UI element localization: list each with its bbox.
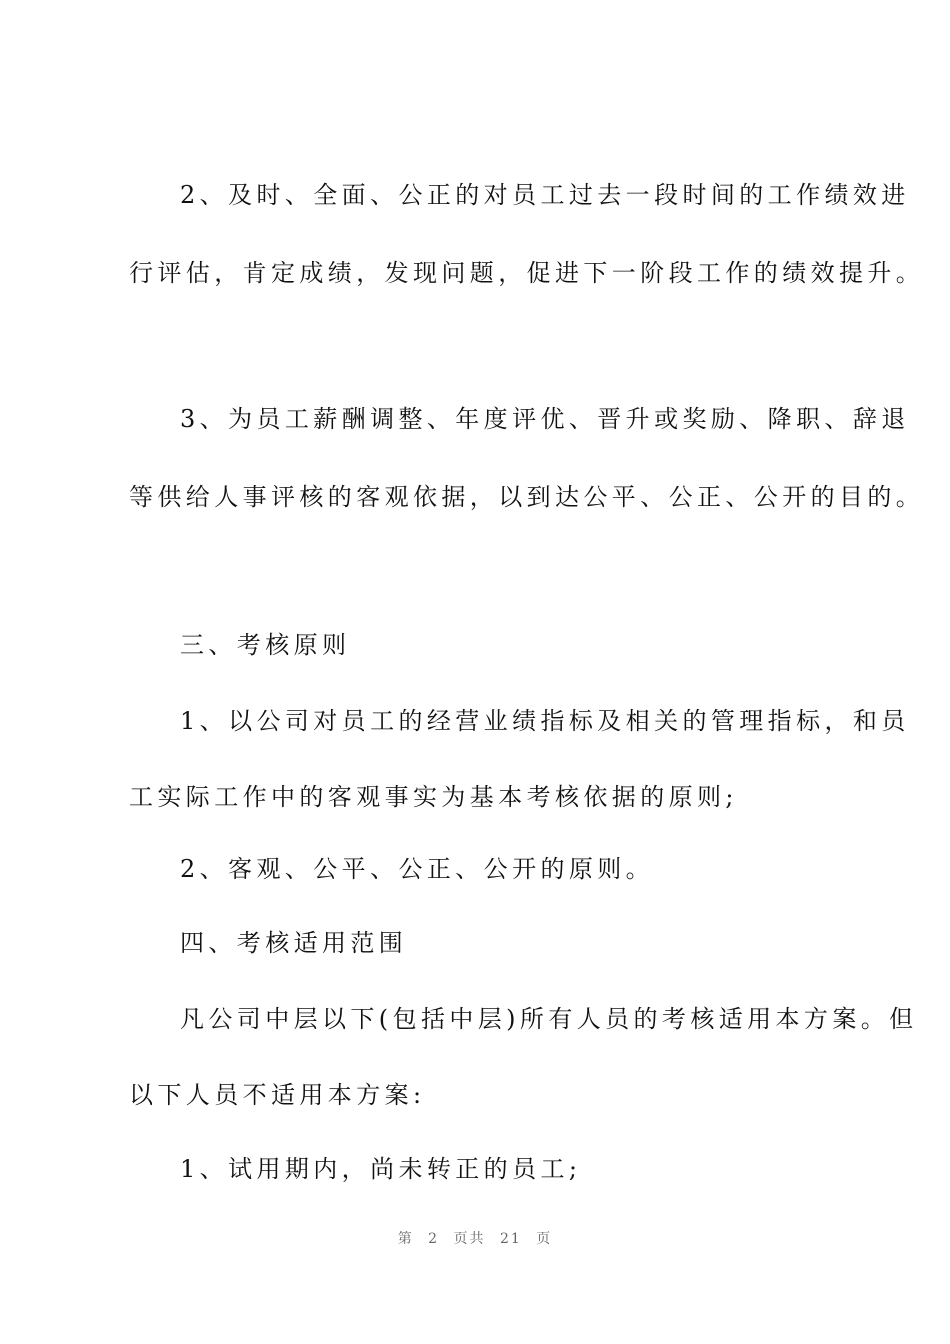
paragraph-line: 2、客观、公平、公正、公开的原则。 (180, 855, 655, 883)
paragraph-line: 2、及时、全面、公正的对员工过去一段时间的工作绩效进 (180, 181, 910, 209)
paragraph-line: 以下人员不适用本方案: (129, 1081, 426, 1109)
paragraph-line: 1、试用期内，尚未转正的员工; (180, 1155, 582, 1183)
paragraph-line: 凡公司中层以下(包括中层)所有人员的考核适用本方案。但 (180, 1005, 918, 1033)
paragraph-line: 行评估，肯定成绩，发现问题，促进下一阶段工作的绩效提升。 (129, 259, 925, 287)
paragraph-line: 等供给人事评核的客观依据，以到达公平、公正、公开的目的。 (129, 483, 925, 511)
section-heading: 三、考核原则 (180, 631, 351, 659)
paragraph-line: 工实际工作中的客观事实为基本考核依据的原则; (129, 783, 738, 811)
page-number-footer: 第 2 页共 21 页 (397, 1231, 553, 1247)
paragraph-line: 3、为员工薪酬调整、年度评优、晋升或奖励、降职、辞退 (180, 405, 910, 433)
paragraph-line: 1、以公司对员工的经营业绩指标及相关的管理指标，和员 (180, 707, 910, 735)
section-heading: 四、考核适用范围 (180, 929, 408, 957)
